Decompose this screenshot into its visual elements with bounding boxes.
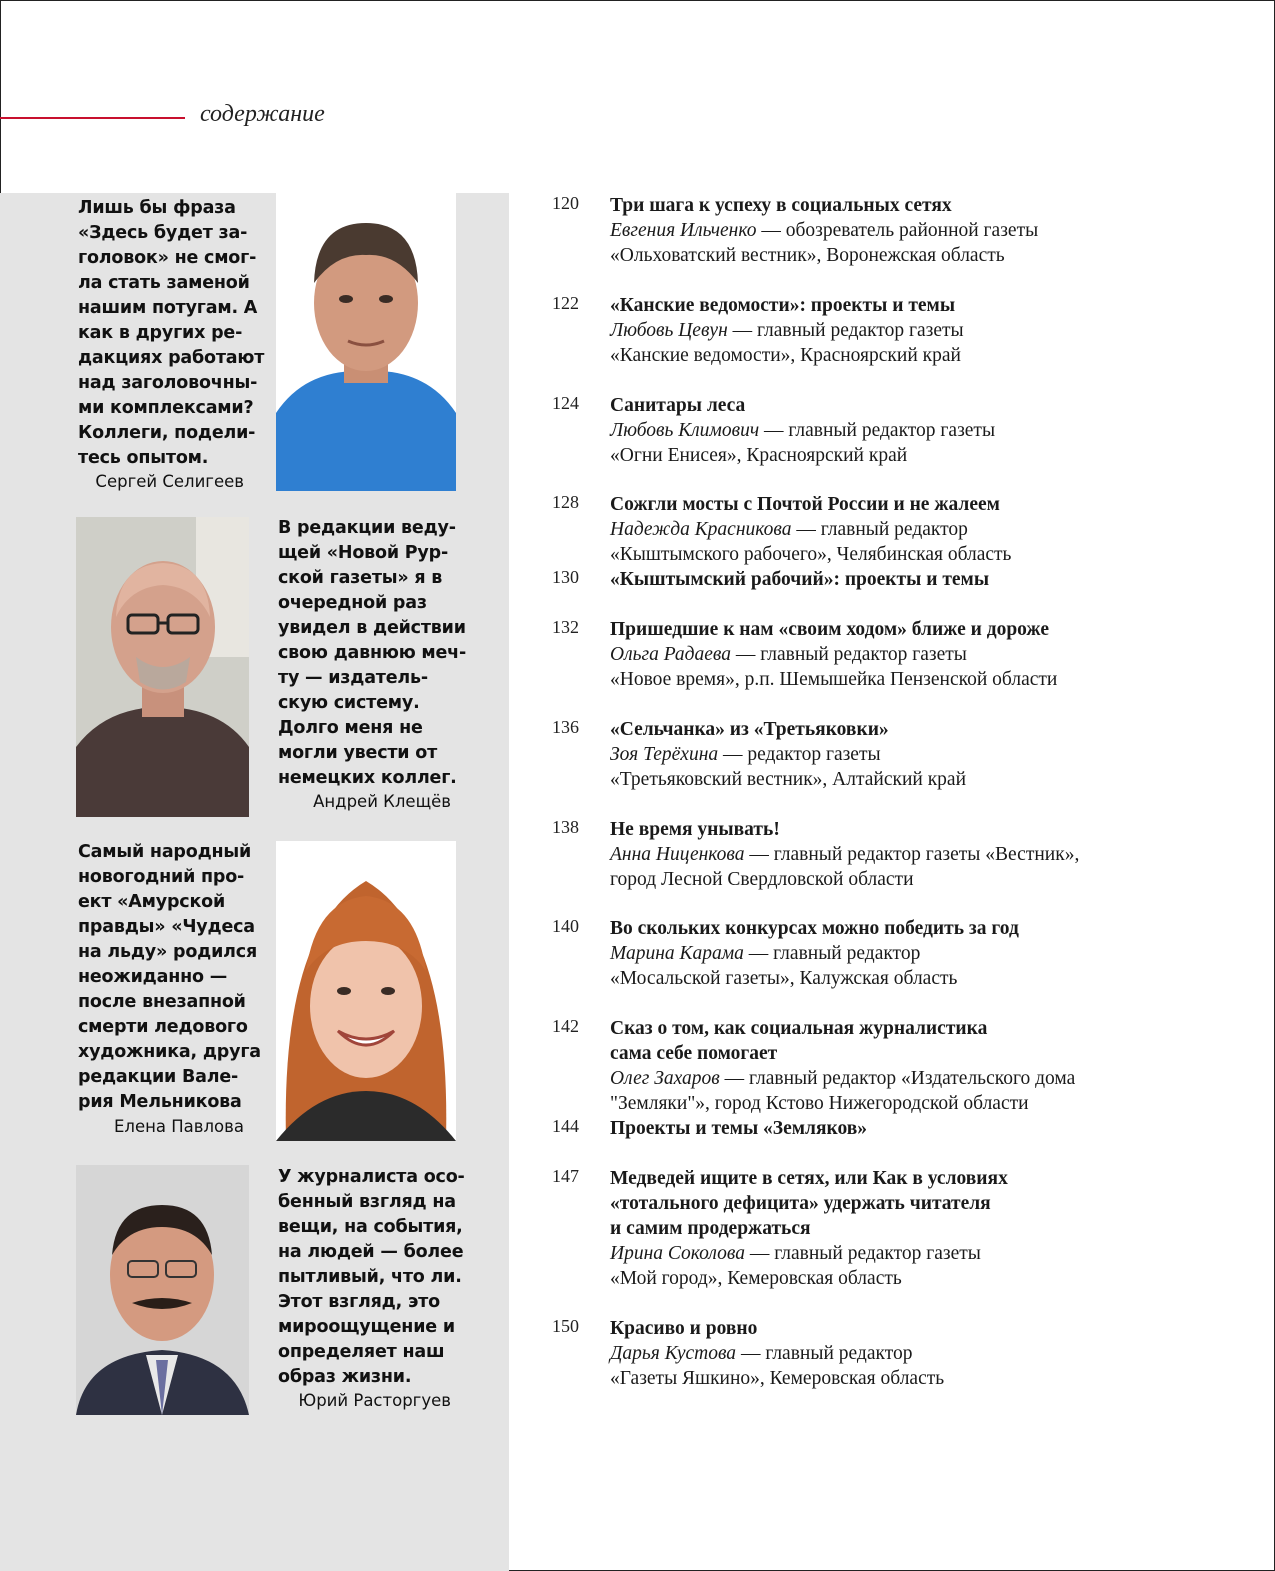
quote-line: мироощущение и bbox=[278, 1317, 455, 1337]
quote-line: нашим потугам. А bbox=[78, 298, 258, 318]
toc-page-number: 130 bbox=[552, 567, 579, 587]
toc-title: Проекты и темы «Земляков» bbox=[610, 1118, 868, 1139]
quote-line: тесь опытом. bbox=[78, 448, 209, 468]
quote-line: пытливый, что ли. bbox=[278, 1267, 462, 1287]
quote-line: ской газеты» я в bbox=[278, 568, 443, 588]
toc-page-number: 140 bbox=[552, 916, 579, 936]
quote-author: Елена Павлова bbox=[114, 1117, 244, 1136]
toc-page-number: 128 bbox=[552, 492, 579, 512]
quote-line: рия Мельникова bbox=[78, 1092, 242, 1112]
toc-author: Ирина Соколова bbox=[610, 1243, 745, 1264]
toc-role: «Новое время», р.п. Шемышейка Пензенской области bbox=[610, 669, 1058, 690]
quote-line: над заголовочны- bbox=[78, 373, 258, 393]
toc-author: Марина Карама bbox=[610, 943, 744, 964]
toc-title: «Кыштымский рабочий»: проекты и темы bbox=[610, 569, 990, 590]
toc-author-line bbox=[610, 842, 1230, 867]
toc-title: Медведей ищите в сетях, или Как в условиях bbox=[610, 1168, 1008, 1189]
toc-author: Анна Ниценкова bbox=[610, 844, 745, 865]
toc-author-line bbox=[610, 1066, 1230, 1091]
toc-author: Любовь Цевун bbox=[610, 320, 728, 341]
toc-role: город Лесной Свердловской области bbox=[610, 869, 914, 890]
toc-role: — главный редактор газеты bbox=[730, 644, 967, 665]
toc-role: — главный редактор газеты bbox=[745, 1243, 981, 1264]
toc-title: Красиво и ровно bbox=[610, 1318, 758, 1339]
portrait-photo bbox=[76, 517, 249, 817]
toc-role: — главный редактор «Издательского дома bbox=[719, 1068, 1076, 1089]
section-title: содержание bbox=[200, 101, 325, 127]
toc-role: — главный редактор газеты «Вестник», bbox=[744, 844, 1080, 865]
toc-author-line bbox=[610, 418, 1230, 443]
quote-line: Долго меня не bbox=[278, 718, 423, 738]
toc-author: Надежда Красникова bbox=[610, 519, 792, 540]
quote-line: У журналиста осо- bbox=[278, 1167, 465, 1187]
toc-role: «Мой город», Кемеровская область bbox=[610, 1268, 902, 1289]
quote-line: определяет наш bbox=[278, 1342, 445, 1362]
quote-text bbox=[278, 1165, 465, 1390]
quote-line: «Здесь будет за- bbox=[78, 223, 248, 243]
quote-line: щей «Новой Рур- bbox=[278, 543, 449, 563]
toc-title: «Канские ведомости»: проекты и темы bbox=[610, 295, 956, 316]
quote-line: смерти ледового bbox=[78, 1017, 248, 1037]
toc-role: «Третьяковский вестник», Алтайский край bbox=[610, 769, 967, 790]
quote-line: дакциях работают bbox=[78, 348, 265, 368]
quote-author: Сергей Селигеев bbox=[95, 472, 244, 491]
toc-author-line bbox=[610, 941, 1230, 966]
toc-title: Сожгли мосты с Почтой России и не жалеем bbox=[610, 494, 1000, 515]
toc-page-number: 132 bbox=[552, 617, 579, 637]
toc-role: — главный редактор газеты bbox=[727, 320, 964, 341]
toc-role: «Мосальской газеты», Калужская область bbox=[610, 968, 958, 989]
toc-author: Ольга Радаева bbox=[610, 644, 731, 665]
quote-line: очередной раз bbox=[278, 593, 427, 613]
toc-title: Во скольких конкурсах можно победить за год bbox=[610, 918, 1019, 939]
toc-author-line bbox=[610, 742, 1230, 767]
quote-author: Андрей Клещёв bbox=[313, 792, 451, 811]
toc-author: Зоя Терёхина bbox=[610, 744, 719, 765]
portrait-photo bbox=[76, 1165, 249, 1415]
toc-role: «Огни Енисея», Красноярский край bbox=[610, 445, 908, 466]
toc-role: «Газеты Яшкино», Кемеровская область bbox=[610, 1368, 945, 1389]
quote-line: В редакции веду- bbox=[278, 518, 456, 538]
toc-author-line bbox=[610, 642, 1230, 667]
quote-line: бенный взгляд на bbox=[278, 1192, 456, 1212]
quote-line: головок» не смог- bbox=[78, 248, 257, 268]
quote-line: Самый народный bbox=[78, 842, 252, 862]
toc-page-number: 136 bbox=[552, 717, 579, 737]
toc-role: «Канские ведомости», Красноярский край bbox=[610, 345, 961, 366]
toc-role: — главный редактор bbox=[743, 943, 921, 964]
toc-author: Дарья Кустова bbox=[610, 1343, 737, 1364]
toc-role: «Ольховатский вестник», Воронежская область bbox=[610, 245, 1005, 266]
quote-author: Юрий Расторгуев bbox=[298, 1391, 451, 1410]
quote-line: увидел в действии bbox=[278, 618, 466, 638]
toc-role: — обозреватель районной газеты bbox=[756, 220, 1039, 241]
toc-role: — главный редактор газеты bbox=[759, 420, 996, 441]
header-rule bbox=[0, 117, 185, 119]
quote-line: Этот взгляд, это bbox=[278, 1292, 440, 1312]
toc-title: Сказ о том, как социальная журналистика bbox=[610, 1018, 988, 1039]
toc-role: «Кыштымского рабочего», Челябинская область bbox=[610, 544, 1012, 565]
quote-line: ту — издатель- bbox=[278, 668, 428, 688]
quote-text bbox=[78, 196, 264, 471]
quote-line: Лишь бы фраза bbox=[78, 198, 236, 218]
toc-page-number: 138 bbox=[552, 817, 579, 837]
toc-author-line bbox=[610, 1241, 1230, 1266]
toc-role: — главный редактор bbox=[791, 519, 968, 540]
quote-line: новогодний про- bbox=[78, 867, 245, 887]
quote-line: образ жизни. bbox=[278, 1367, 412, 1387]
toc-role: "Земляки"», город Кстово Нижегородской области bbox=[610, 1093, 1029, 1114]
toc-title: Не время унывать! bbox=[610, 819, 780, 840]
toc-page-number: 144 bbox=[552, 1116, 579, 1136]
quote-text bbox=[278, 516, 466, 791]
toc-author: Евгения Ильченко bbox=[610, 220, 757, 241]
toc-title: Три шага к успеху в социальных сетях bbox=[610, 195, 952, 216]
toc-author-line bbox=[610, 1341, 1230, 1366]
toc-author: Любовь Климович bbox=[610, 420, 760, 441]
portrait-photo bbox=[276, 841, 456, 1141]
toc-title: «тотального дефицита» удержать читателя bbox=[610, 1193, 991, 1214]
quote-line: на людей — более bbox=[278, 1242, 464, 1262]
quote-line: как в других ре- bbox=[78, 323, 243, 343]
quote-line: ми комплексами? bbox=[78, 398, 254, 418]
toc-title: Пришедшие к нам «своим ходом» ближе и дороже bbox=[610, 619, 1049, 640]
quote-line: немецких коллег. bbox=[278, 768, 457, 788]
toc-page-number: 124 bbox=[552, 393, 579, 413]
toc-title: и самим продержаться bbox=[610, 1218, 811, 1239]
toc-author: Олег Захаров bbox=[610, 1068, 720, 1089]
toc-page-number: 147 bbox=[552, 1166, 579, 1186]
toc-author-line bbox=[610, 517, 1230, 542]
toc-author-line bbox=[610, 318, 1230, 343]
toc-page-number: 122 bbox=[552, 293, 579, 313]
quote-line: правды» «Чудеса bbox=[78, 917, 255, 937]
quote-line: Коллеги, подели- bbox=[78, 423, 256, 443]
quote-text bbox=[78, 840, 261, 1115]
toc-page-number: 120 bbox=[552, 193, 579, 213]
quote-line: после внезапной bbox=[78, 992, 246, 1012]
quote-line: неожиданно — bbox=[78, 967, 227, 987]
quote-line: скую систему. bbox=[278, 693, 420, 713]
toc-role: — редактор газеты bbox=[718, 744, 881, 765]
quote-line: на льду» родился bbox=[78, 942, 257, 962]
quote-line: художника, друга bbox=[78, 1042, 261, 1062]
quote-line: ла стать заменой bbox=[78, 273, 250, 293]
toc-page-number: 150 bbox=[552, 1316, 579, 1336]
toc-title: «Сельчанка» из «Третьяковки» bbox=[610, 719, 889, 740]
quote-line: могли увести от bbox=[278, 743, 438, 763]
toc-page-number: 142 bbox=[552, 1016, 579, 1036]
quote-line: редакции Вале- bbox=[78, 1067, 239, 1087]
toc-title: Санитары леса bbox=[610, 395, 746, 416]
quote-line: вещи, на события, bbox=[278, 1217, 463, 1237]
toc-role: — главный редактор bbox=[736, 1343, 913, 1364]
toc-title: сама себе помогает bbox=[610, 1043, 778, 1064]
quote-line: свою давнюю меч- bbox=[278, 643, 467, 663]
quote-line: ект «Амурской bbox=[78, 892, 226, 912]
portrait-photo bbox=[276, 193, 456, 491]
toc-author-line bbox=[610, 218, 1230, 243]
